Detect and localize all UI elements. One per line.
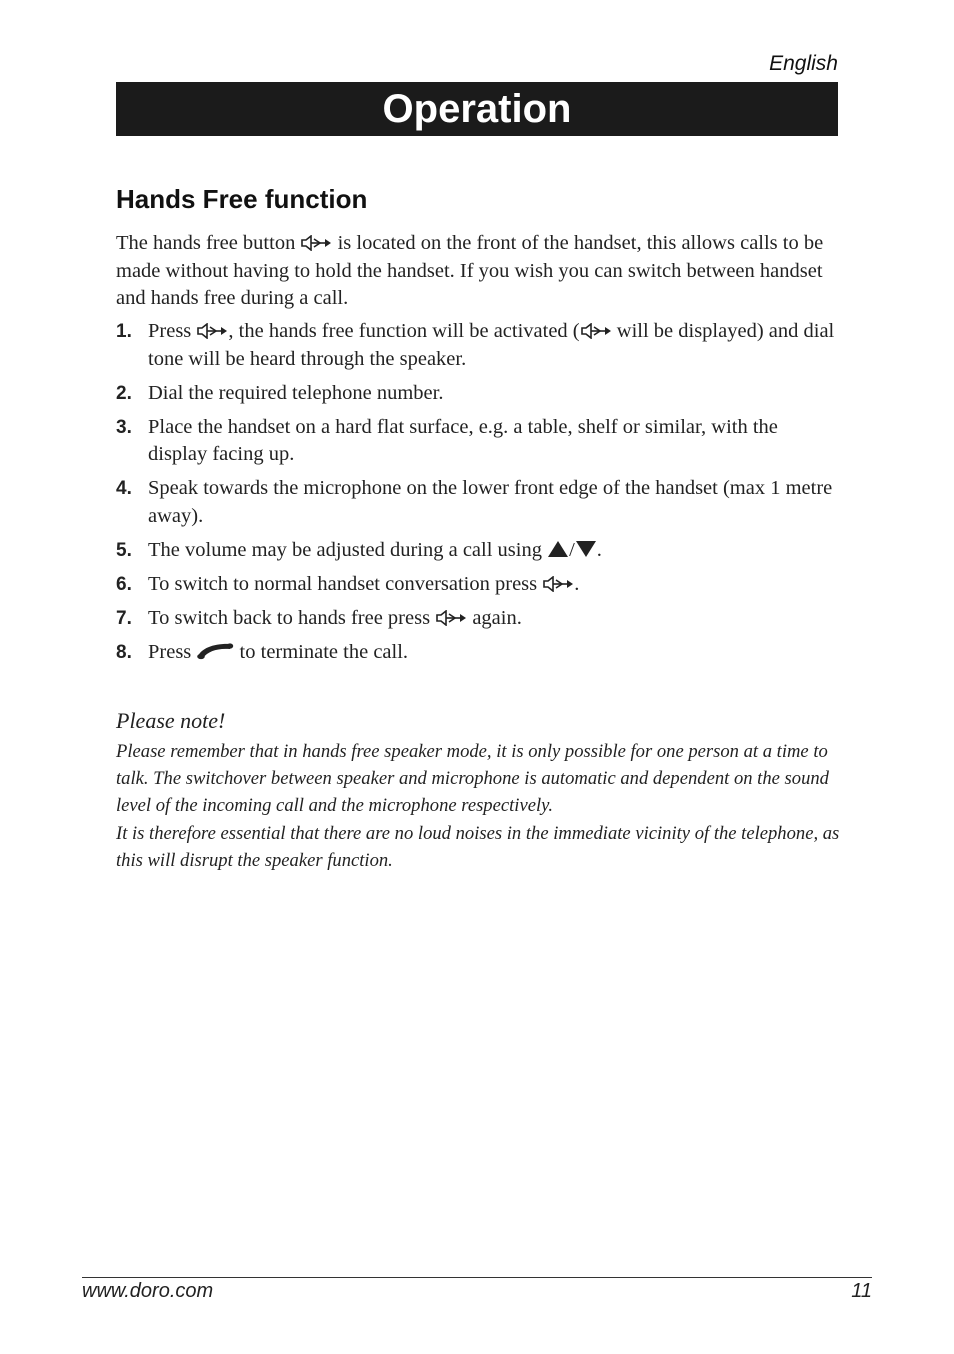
speaker-handsfree-icon: [196, 323, 228, 339]
speaker-handsfree-icon: [435, 610, 467, 626]
speaker-handsfree-icon: [542, 576, 574, 592]
end-call-handset-icon: [196, 640, 234, 660]
volume-down-arrow-icon: [575, 540, 597, 558]
step-1: 1. Press , the hands free function will be activated ( will be displayed) and dial tone will be heard through the speaker.: [116, 320, 835, 370]
section-heading: Hands Free function: [116, 184, 368, 214]
step-3: 3. Place the handset on a hard flat surface, e.g. a table, shelf or similar, with the display facing up.: [116, 415, 778, 465]
speaker-handsfree-icon: [300, 235, 332, 251]
footer-divider: [82, 1277, 872, 1278]
step-7: 7. To switch back to hands free press again.: [116, 606, 522, 629]
volume-up-arrow-icon: [547, 540, 569, 558]
page-number: 11: [851, 1280, 872, 1302]
speaker-handsfree-icon: [580, 323, 612, 339]
step-5: 5. The volume may be adjusted during a call using / .: [116, 538, 602, 561]
step-6: 6. To switch to normal handset conversation press .: [116, 572, 580, 595]
footer-url: www.doro.com: [82, 1280, 214, 1302]
step-2: 2. Dial the required telephone number.: [116, 381, 444, 404]
note-title: Please note!: [116, 708, 226, 733]
language-label: English: [769, 52, 838, 75]
intro-paragraph: The hands free button is located on the front of the handset, this allows calls to be made without having to hold the handset. If you wish you can switch between handset and hands free during a call.: [116, 232, 824, 309]
steps-list: [116, 318, 841, 673]
step-8: 8. Press to terminate the call.: [116, 640, 409, 663]
note-text: Please remember that in hands free speaker mode, it is only possible for one person at a time to talk. The switchover between speaker and microphone is automatic and dependent on the sound level of the incoming call and the microphone respectively. It is therefore essential that there are no loud noises in the immediate vicinity of the telephone, as this will disrupt the speaker function.: [116, 741, 840, 871]
page-title: Operation: [116, 82, 838, 136]
step-4: 4. Speak towards the microphone on the lower front edge of the handset (max 1 metre away).: [116, 477, 833, 527]
